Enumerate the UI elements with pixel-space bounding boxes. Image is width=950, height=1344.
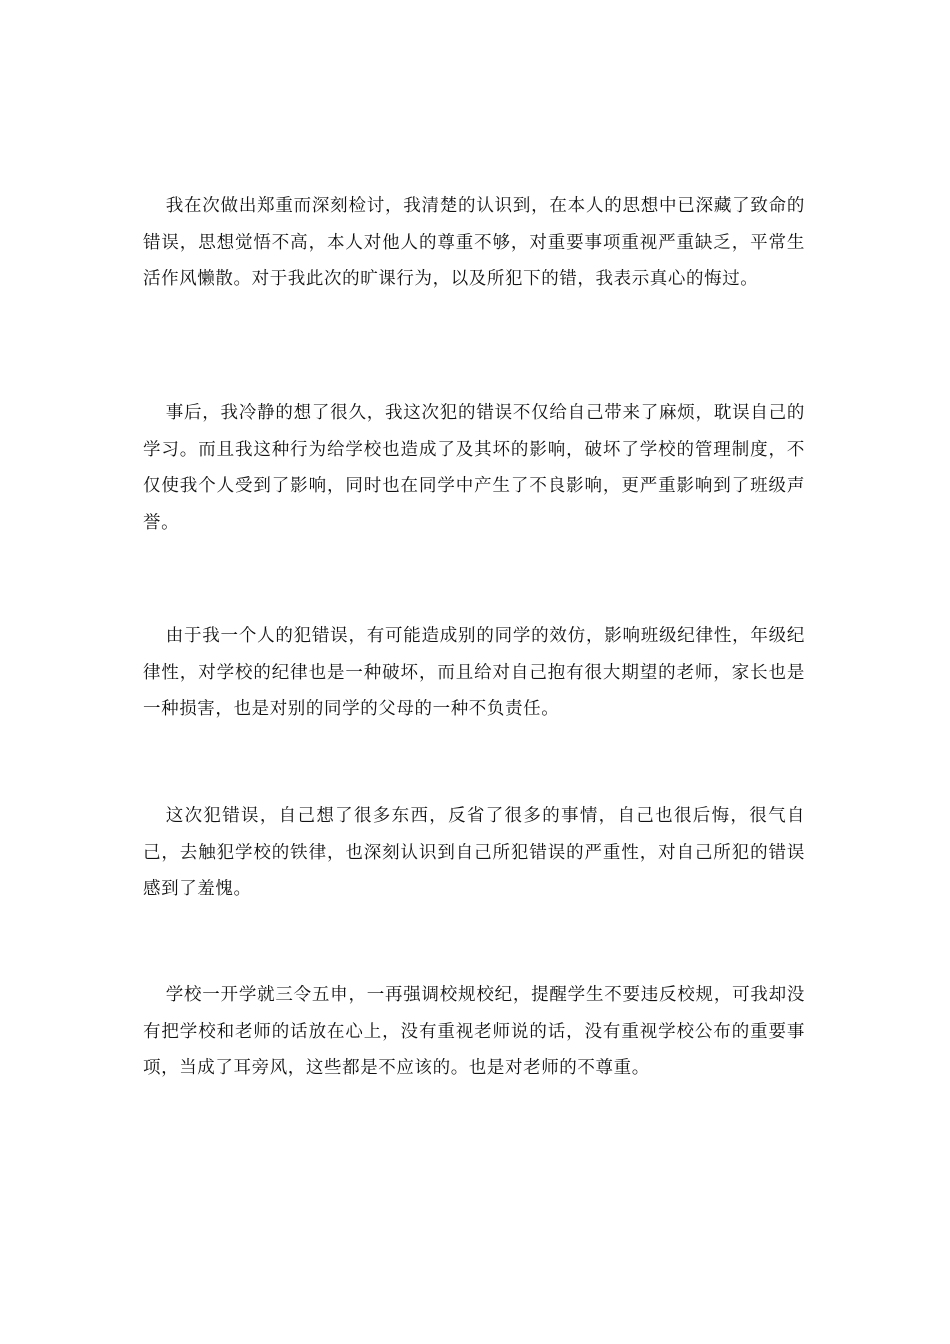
paragraph-3: 由于我一个人的犯错误，有可能造成别的同学的效仿，影响班级纪律性，年级纪律性，对学校的纪律也是一种破坏，而且给对自己抱有很大期望的老师，家长也是一种损害，也是对别的同学的父母的一种不负责任。	[143, 626, 805, 720]
paragraph-1: 我在次做出郑重而深刻检讨，我清楚的认识到，在本人的思想中已深藏了致命的错误，思想觉悟不高，本人对他人的尊重不够，对重要事项重视严重缺乏，平常生活作风懒散。对于我此次的旷课行为，以及所犯下的错，我表示真心的悔过。	[143, 196, 805, 290]
paragraph-2: 事后，我冷静的想了很久，我这次犯的错误不仅给自己带来了麻烦，耽误自己的学习。而且我这种行为给学校也造成了及其坏的影响，破坏了学校的管理制度，不仅使我个人受到了影响，同时也在同学中产生了不良影响，更严重影响到了班级声誉。	[143, 403, 805, 533]
paragraph-4: 这次犯错误，自己想了很多东西，反省了很多的事情，自己也很后悔，很气自己，去触犯学校的铁律，也深刻认识到自己所犯错误的严重性，对自己所犯的错误感到了羞愧。	[143, 806, 805, 900]
paragraph-5: 学校一开学就三令五申，一再强调校规校纪，提醒学生不要违反校规，可我却没有把学校和老师的话放在心上，没有重视老师说的话，没有重视学校公布的重要事项，当成了耳旁风，这些都是不应该的。也是对老师的不尊重。	[143, 985, 805, 1079]
